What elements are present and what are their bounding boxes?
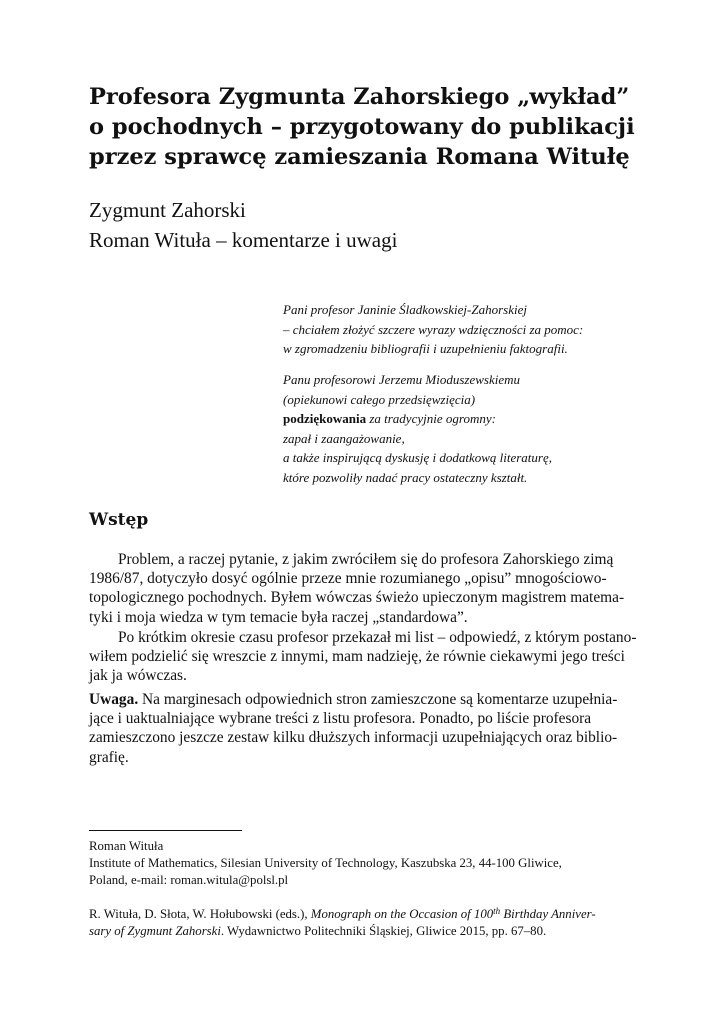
author-name: Zygmunt Zahorski [89,198,246,222]
title-line: przez sprawcę zamieszania Romana Witułę [89,144,630,170]
paragraph-line: jak ja wówczas. [89,667,187,685]
citation [89,906,596,940]
footnote-line: Institute of Mathematics, Silesian University of Technology, Kaszubska 23, 44-100 Gliwice, [89,855,562,870]
dedication-line: Panu profesorowi Jerzemu Mioduszewskiemu [283,372,520,387]
citation-line [89,906,596,923]
paragraph-line [89,690,641,709]
paragraph-line: Problem, a raczej pytanie, z jakim zwróciłem się do profesora Zahorskiego zimą [118,551,614,568]
citation-book-title-end: sary of Zygmunt Zahorski [89,923,221,938]
remark-label: Uwaga. [89,691,139,708]
dedication-line: (opiekunowi całego przedsięwzięcia) [283,391,476,407]
dedication-first [283,300,583,359]
paragraph-line: Po krótkim okresie czasu profesor przekazał mi list – odpowiedź, z którym postano- [118,629,637,646]
paragraph-line: wiłem podzielić się wreszcie z innymi, mam nadzieję, że równie ciekawymi jego treści [89,648,625,666]
paragraph-line: grafię. [89,748,129,766]
title-line: Profesora Zygmunta Zahorskiego „wykład” [89,84,630,110]
paragraph-line: 1986/87, dotyczyło dosyć ogólnie przeze mnie rozumianego „opisu” mnogościowo- [89,570,607,588]
dedication-line: Pani profesor Janinie Śladkowskiej-Zahorskiej [283,302,527,317]
remark-paragraph [89,690,641,767]
paragraph-line: zamieszczono jeszcze zestaw kilku dłuższych informacji uzupełniających oraz biblio- [89,729,618,747]
citation-book-title: Monograph on the Occasion of 100 [310,907,494,921]
paragraph-second [89,628,641,686]
footnote-rule [89,830,242,831]
dedication-line: zapał i zaangażowanie, [283,430,405,446]
dedication-line: a także inspirującą dyskusję i dodatkową literaturę, [283,450,552,466]
citation-publisher: . Wydawnictwo Politechniki Śląskiej, Gliwice 2015, pp. 67–80. [220,923,547,938]
remark-text: Na marginesach odpowiednich stron zamieszczone są komentarze uzupełnia- [138,691,618,708]
dedication-bold-word: podziękowania [283,411,367,427]
title-line: o pochodnych – przygotowany do publikacji [89,114,635,140]
citation-line [89,923,596,940]
citation-book-title-cont: Birthday Anniver- [500,907,596,921]
dedication-second [283,370,552,488]
paragraph-line: jące i uaktualniające wybrane treści z listu profesora. Ponadto, po liście profesora [89,710,592,728]
author-name: Roman Wituła – komentarze i uwagi [89,228,398,252]
paper-title [89,82,669,172]
paragraph-line: tyki i moja wiedza w tym temacie była raczej „standardowa”. [89,608,468,626]
citation-editors: R. Wituła, D. Słota, W. Hołubowski (eds.), [89,907,311,921]
dedication-line [283,409,552,429]
footnote-line: Poland, e-mail: roman.witula@polsl.pl [89,872,289,887]
dedication-line: – chciałem złożyć szczere wyrazy wdzięczności za pomoc: [283,321,584,337]
paragraph-intro [89,550,641,627]
dedication-line: które pozwoliły nadać pracy ostateczny kształt. [283,469,528,485]
section-heading: Wstęp [89,510,149,530]
authors [89,195,397,255]
paragraph-line: topologicznego pochodnych. Byłem wówczas świeżo upieczonym magistrem matema- [89,589,625,607]
footnote [89,838,562,888]
citation-superscript: th [493,906,501,916]
dedication-line-rest: za tradycyjnie ogromny: [366,411,496,427]
footnote-line: Roman Wituła [89,839,164,853]
dedication-line: w zgromadzeniu bibliografii i uzupełnieniu faktografii. [283,341,568,357]
